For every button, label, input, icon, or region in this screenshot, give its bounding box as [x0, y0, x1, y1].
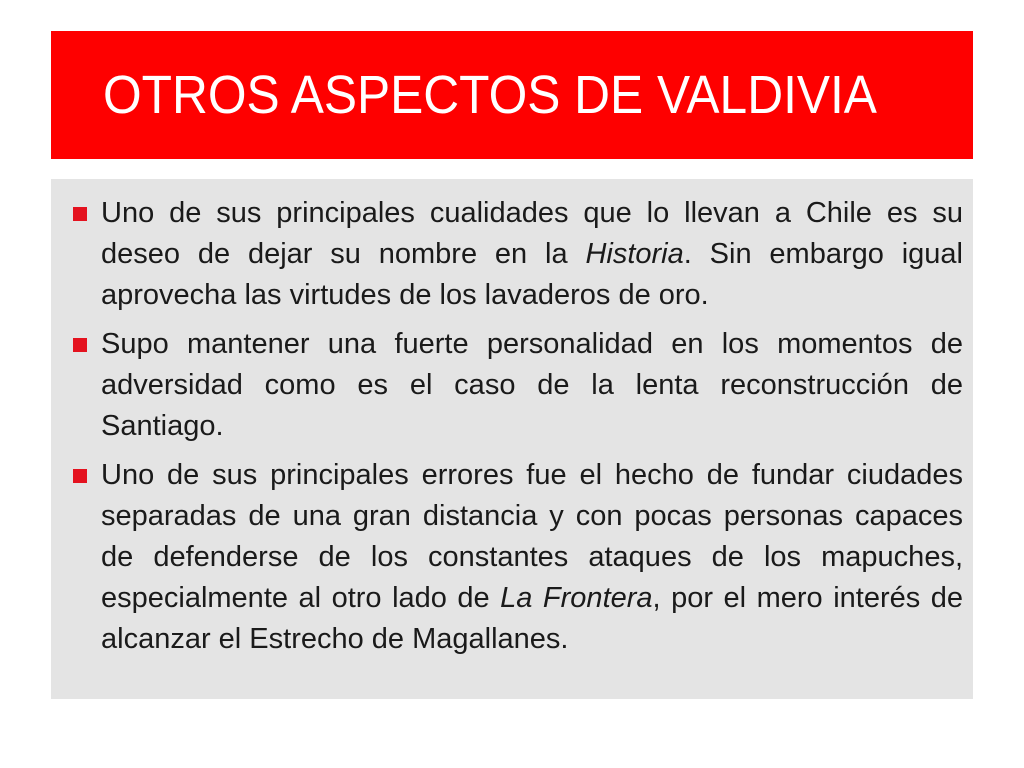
square-bullet-icon	[73, 338, 87, 352]
square-bullet-icon	[73, 207, 87, 221]
bullet-text-part: , por el mero interés de alcanzar el Estrecho de Magallanes.	[101, 582, 963, 655]
bullet-item	[69, 324, 963, 447]
bullet-text-part: Uno de sus principales errores fue el hecho de fundar ciudades separadas de una gran distancia y con pocas personas capaces de defenderse de los constantes ataques de los mapuches, especialmente al otro lado de	[101, 459, 963, 614]
slide-title: OTROS ASPECTOS DE VALDIVIA	[103, 65, 877, 125]
bullet-item	[69, 193, 963, 316]
square-bullet-icon	[73, 469, 87, 483]
bullet-item	[69, 455, 963, 660]
bullet-text-part: Supo mantener una fuerte personalidad en los momentos de adversidad como es el caso de la lenta reconstrucción de Santiago.	[101, 328, 963, 442]
content-box	[51, 179, 973, 699]
bullet-text	[101, 455, 963, 660]
bullet-text-part: Uno de sus principales cualidades que lo llevan a Chile es su deseo de dejar su nombre en la	[101, 197, 963, 270]
bullet-text-part: . Sin embargo igual aprovecha las virtudes de los lavaderos de oro.	[101, 238, 963, 311]
bullet-text-italic: Historia	[585, 238, 684, 270]
bullet-text	[101, 193, 963, 316]
bullet-text-italic: La Frontera	[500, 582, 653, 614]
bullet-text	[101, 324, 963, 447]
bullet-list	[69, 193, 963, 660]
title-bar	[51, 31, 973, 159]
